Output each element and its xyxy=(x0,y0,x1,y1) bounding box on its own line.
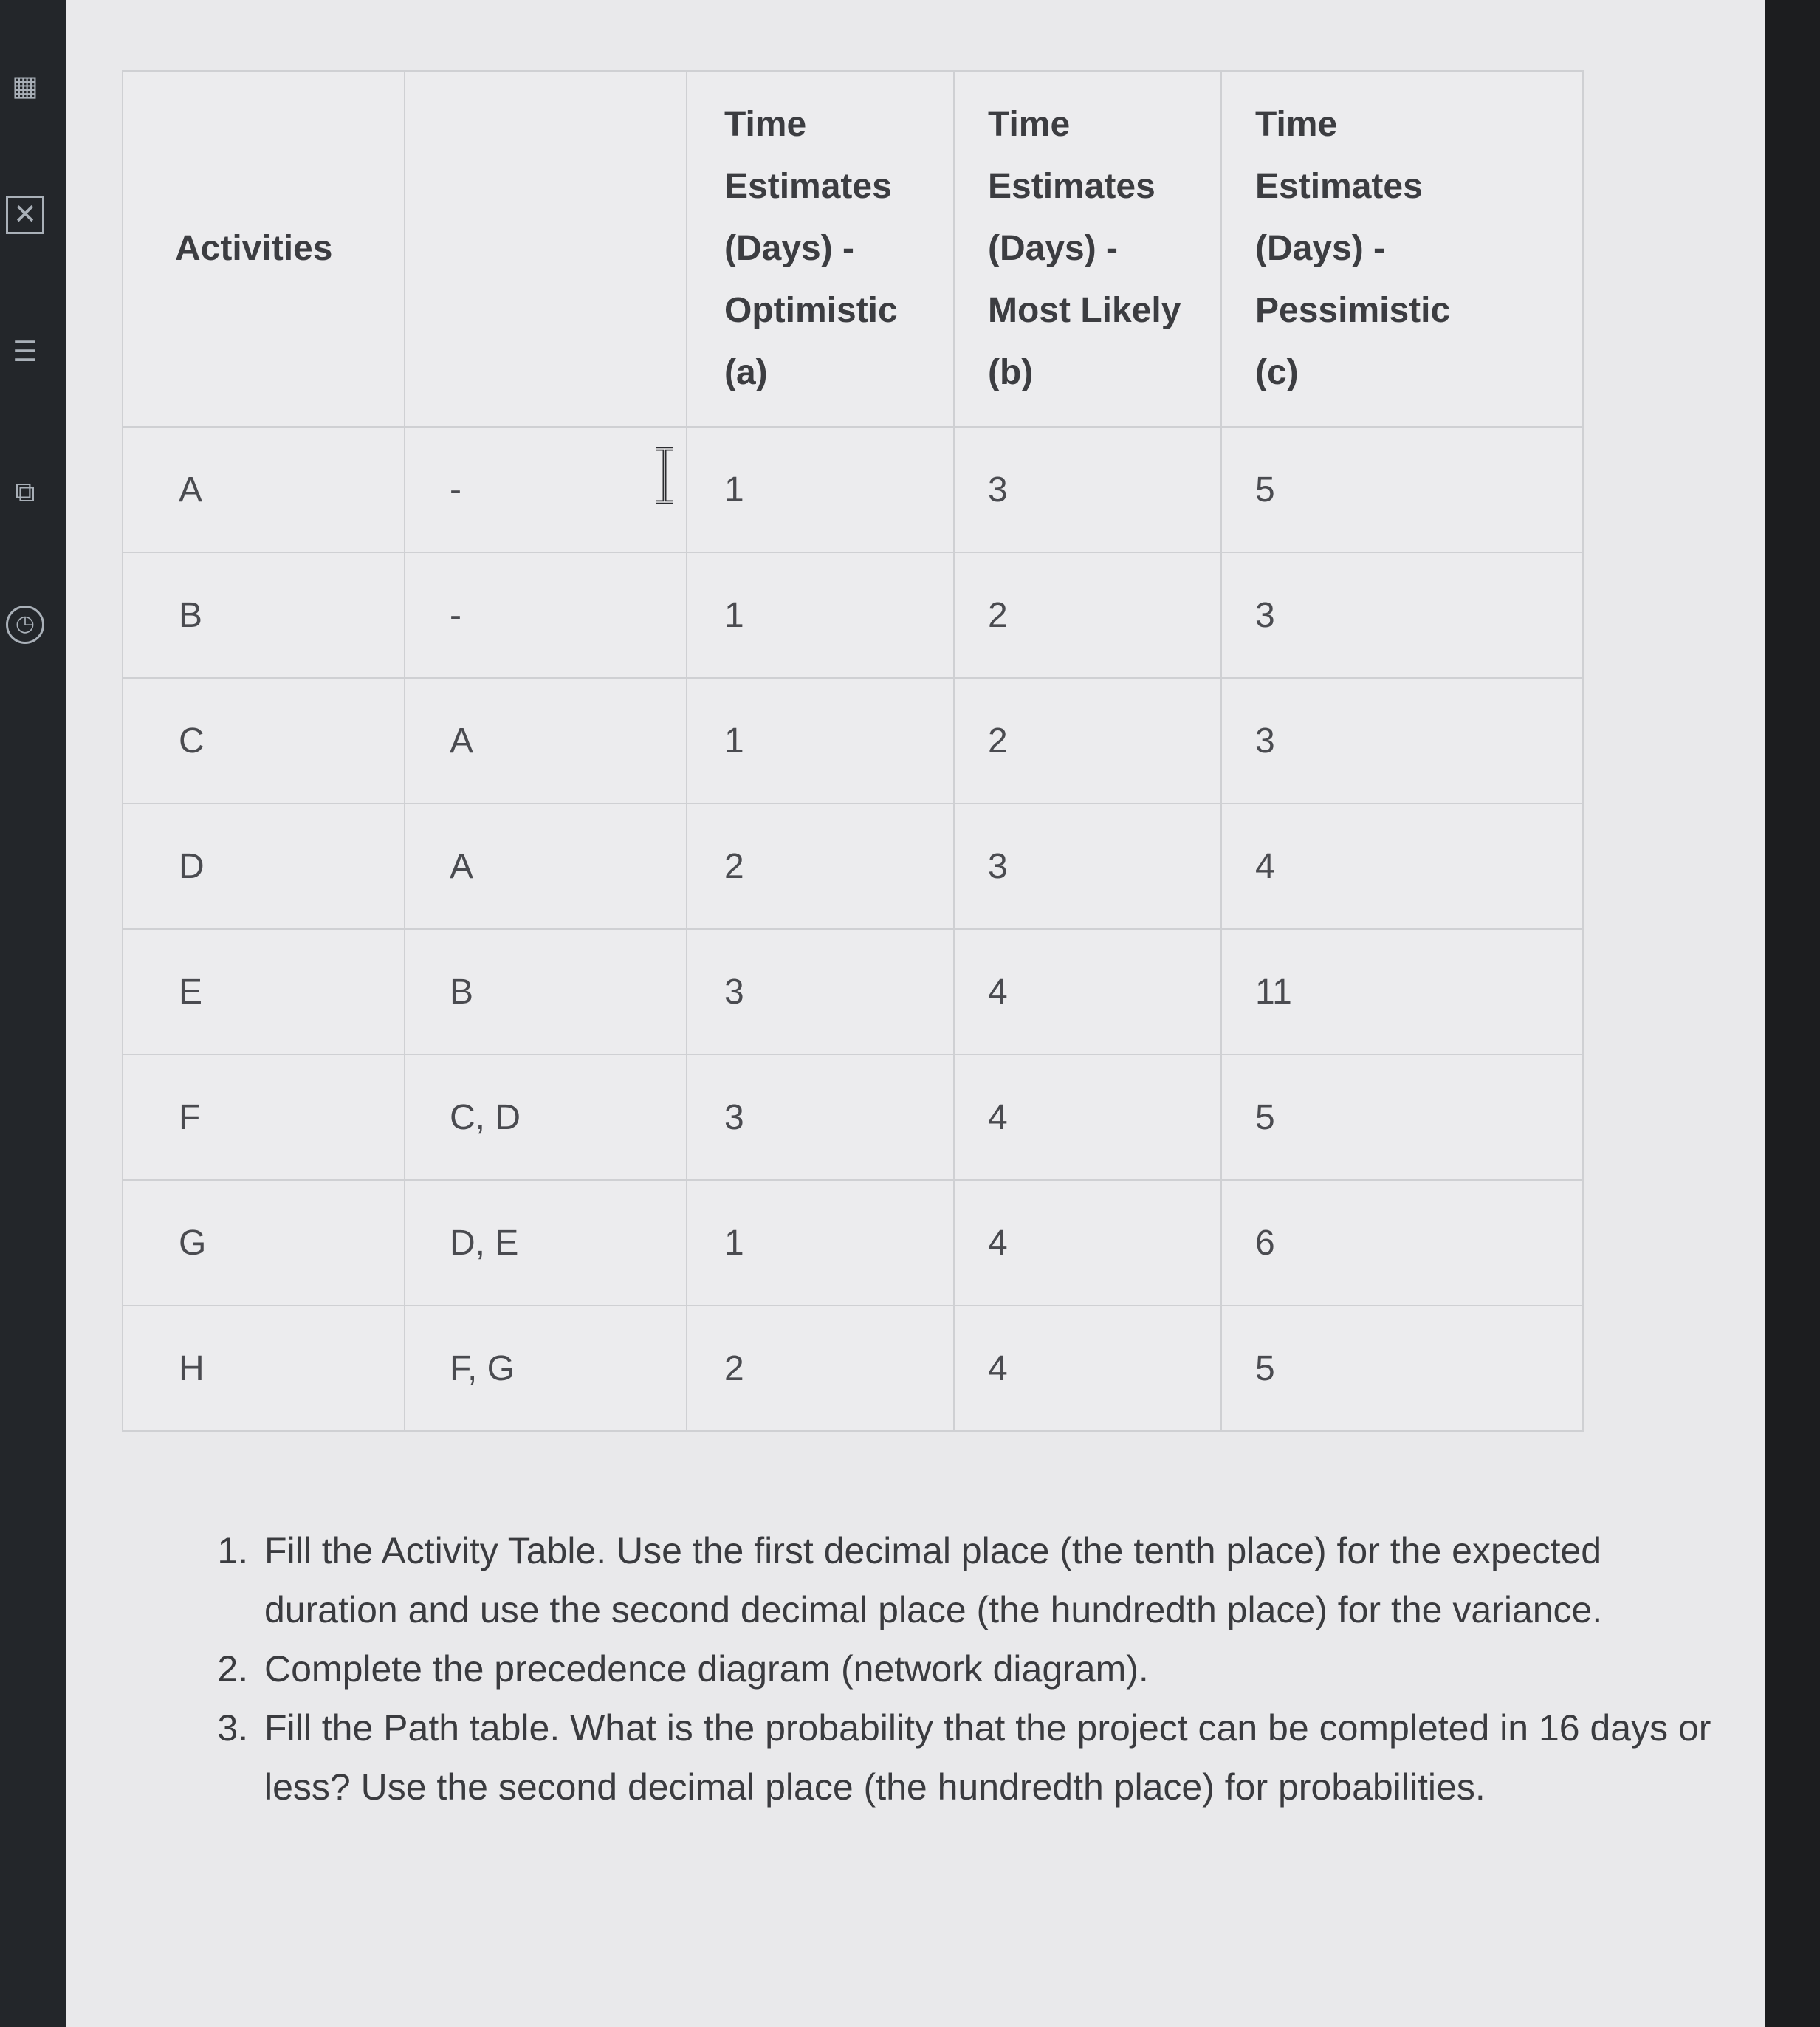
question-list xyxy=(196,1521,1728,1817)
cell-pessimistic: 3 xyxy=(1221,552,1583,678)
cell-activity: F xyxy=(123,1054,405,1180)
close-box-icon[interactable]: ✕ xyxy=(6,196,44,234)
list-icon[interactable]: ☰ xyxy=(12,335,38,368)
cell-most-likely: 3 xyxy=(954,803,1221,929)
table-row xyxy=(123,427,1583,552)
cell-optimistic: 1 xyxy=(687,1180,954,1306)
cell-most-likely: 4 xyxy=(954,1306,1221,1431)
cell-optimistic: 2 xyxy=(687,1306,954,1431)
header-activities: Activities xyxy=(123,71,405,427)
text-cursor-icon xyxy=(653,447,676,504)
cell-activity: E xyxy=(123,929,405,1054)
cell-pessimistic: 6 xyxy=(1221,1180,1583,1306)
layout-icon[interactable]: ⧉ xyxy=(15,476,35,508)
cell-pessimistic: 11 xyxy=(1221,929,1583,1054)
cell-activity: G xyxy=(123,1180,405,1306)
document-page xyxy=(66,0,1765,2027)
cell-predecessor: - xyxy=(405,427,687,552)
question-item: 3. Fill the Path table. What is the probability that the project can be completed in 16 days or less? Use the second decimal place (the hundredth place) for probabilities. xyxy=(258,1698,1728,1817)
cell-pessimistic: 5 xyxy=(1221,1054,1583,1180)
cell-predecessor: A xyxy=(405,803,687,929)
cell-pessimistic: 4 xyxy=(1221,803,1583,929)
cell-optimistic: 1 xyxy=(687,678,954,803)
activity-table xyxy=(122,70,1584,1432)
table-header-row xyxy=(123,71,1583,427)
cell-predecessor: C, D xyxy=(405,1054,687,1180)
cell-activity: D xyxy=(123,803,405,929)
cell-most-likely: 4 xyxy=(954,929,1221,1054)
cell-optimistic: 2 xyxy=(687,803,954,929)
cell-activity: C xyxy=(123,678,405,803)
cell-predecessor: F, G xyxy=(405,1306,687,1431)
cell-predecessor: - xyxy=(405,552,687,678)
cell-optimistic: 1 xyxy=(687,552,954,678)
cell-optimistic: 3 xyxy=(687,929,954,1054)
table-row xyxy=(123,1054,1583,1180)
cell-most-likely: 3 xyxy=(954,427,1221,552)
header-predecessor xyxy=(405,71,687,427)
table-row xyxy=(123,803,1583,929)
cell-most-likely: 4 xyxy=(954,1054,1221,1180)
cell-predecessor: D, E xyxy=(405,1180,687,1306)
question-item: 1. Fill the Activity Table. Use the first decimal place (the tenth place) for the expected duration and use the second decimal place (the hundredth place) for the variance. xyxy=(258,1521,1728,1639)
table-row xyxy=(123,929,1583,1054)
table-row xyxy=(123,552,1583,678)
cell-pessimistic: 3 xyxy=(1221,678,1583,803)
cell-most-likely: 2 xyxy=(954,552,1221,678)
table-row xyxy=(123,1306,1583,1431)
cell-most-likely: 2 xyxy=(954,678,1221,803)
grid-icon[interactable]: ▦ xyxy=(12,69,38,102)
header-optimistic: Time Estimates (Days) - Optimistic (a) xyxy=(687,71,954,427)
cell-pessimistic: 5 xyxy=(1221,427,1583,552)
cell-pessimistic: 5 xyxy=(1221,1306,1583,1431)
question-item: 2. Complete the precedence diagram (network diagram). xyxy=(258,1639,1728,1698)
cell-activity: A xyxy=(123,427,405,552)
table-row xyxy=(123,678,1583,803)
clock-icon[interactable]: ◷ xyxy=(6,606,44,644)
cell-predecessor: A xyxy=(405,678,687,803)
cell-activity: H xyxy=(123,1306,405,1431)
cell-optimistic: 3 xyxy=(687,1054,954,1180)
table-row xyxy=(123,1180,1583,1306)
header-most-likely: Time Estimates (Days) - Most Likely (b) xyxy=(954,71,1221,427)
header-pessimistic: Time Estimates (Days) - Pessimistic (c) xyxy=(1221,71,1583,427)
cell-activity: B xyxy=(123,552,405,678)
cell-predecessor: B xyxy=(405,929,687,1054)
cell-most-likely: 4 xyxy=(954,1180,1221,1306)
cell-optimistic: 1 xyxy=(687,427,954,552)
